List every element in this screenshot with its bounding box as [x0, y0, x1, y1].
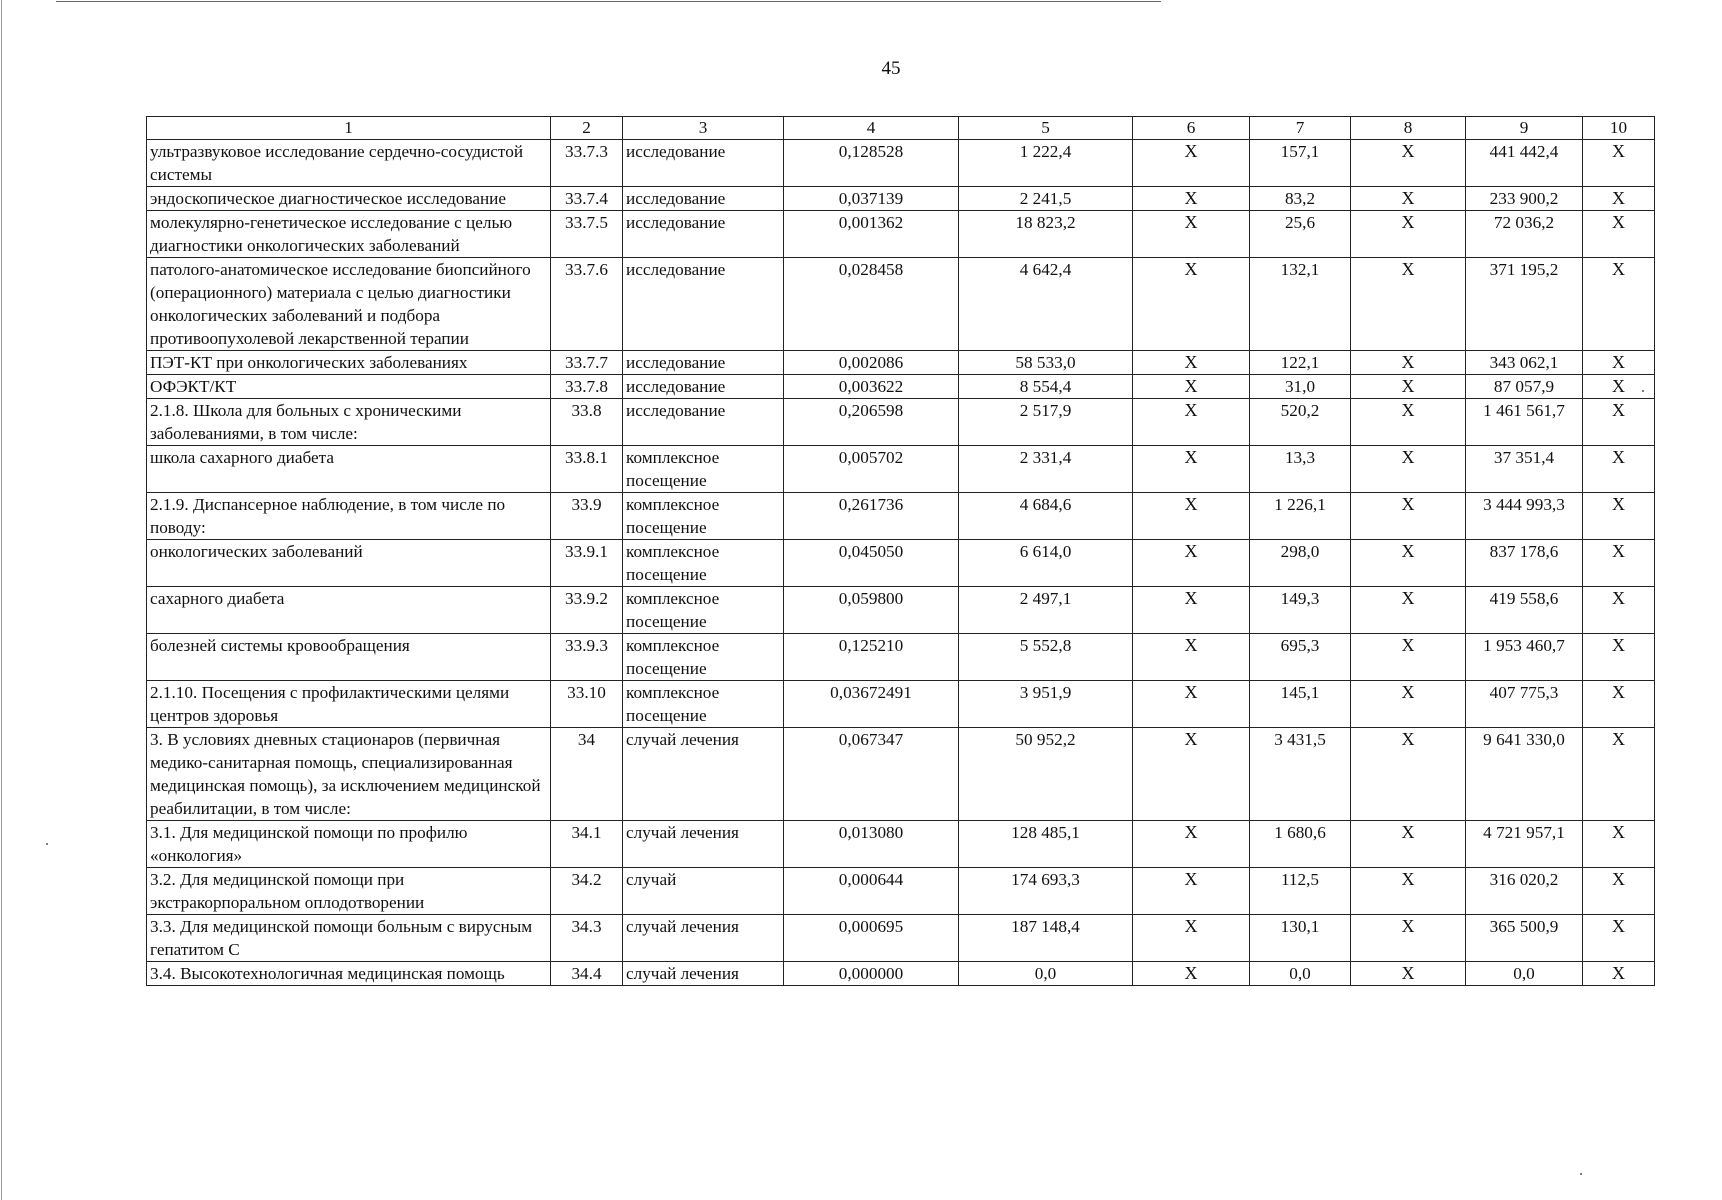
table-row: [147, 540, 1655, 587]
tariff-table: [146, 116, 1655, 986]
code-cell: 33.9: [551, 493, 623, 540]
value-cell-col7: 298,0: [1250, 540, 1351, 587]
value-cell-col7: 13,3: [1250, 446, 1351, 493]
name-cell: онкологических заболеваний: [147, 540, 551, 587]
unit-cell: исследование: [623, 399, 784, 446]
name-cell: 3.2. Для медицинской помощи при экстракорпоральном оплодотворении: [147, 868, 551, 915]
value-cell-col5: 4 684,6: [959, 493, 1133, 540]
x-cell-col10: X: [1583, 258, 1655, 351]
column-header-4: 4: [784, 117, 959, 140]
unit-cell: комплексное посещение: [623, 540, 784, 587]
value-cell-col4: 0,045050: [784, 540, 959, 587]
unit-cell: исследование: [623, 258, 784, 351]
table-row: [147, 258, 1655, 351]
code-cell: 33.7.4: [551, 187, 623, 211]
page-number: 45: [881, 58, 901, 79]
value-cell-col7: 145,1: [1250, 681, 1351, 728]
table-row: [147, 962, 1655, 986]
value-cell-col5: 5 552,8: [959, 634, 1133, 681]
unit-cell: исследование: [623, 351, 784, 375]
table-row: [147, 351, 1655, 375]
x-cell-col6: X: [1133, 140, 1250, 187]
name-cell: 2.1.8. Школа для больных с хроническими заболеваниями, в том числе:: [147, 399, 551, 446]
value-cell-col5: 58 533,0: [959, 351, 1133, 375]
value-cell-col7: 25,6: [1250, 211, 1351, 258]
unit-cell: комплексное посещение: [623, 634, 784, 681]
unit-cell: случай: [623, 868, 784, 915]
value-cell-col4: 0,059800: [784, 587, 959, 634]
column-header-1: 1: [147, 117, 551, 140]
value-cell-col5: 3 951,9: [959, 681, 1133, 728]
value-cell-col9: 371 195,2: [1466, 258, 1583, 351]
scan-left-edge: [1, 0, 2, 1200]
table-row: [147, 187, 1655, 211]
x-cell-col10: X: [1583, 140, 1655, 187]
value-cell-col7: 1 680,6: [1250, 821, 1351, 868]
value-cell-col4: 0,000000: [784, 962, 959, 986]
x-cell-col10: X: [1583, 211, 1655, 258]
value-cell-col9: 419 558,6: [1466, 587, 1583, 634]
value-cell-col5: 4 642,4: [959, 258, 1133, 351]
name-cell: 3. В условиях дневных стационаров (первичная медико-санитарная помощь, специализированная медицинская помощь), за исключением медицинской реабилитации, в том числе:: [147, 728, 551, 821]
name-cell: молекулярно-генетическое исследование с целью диагностики онкологических заболеваний: [147, 211, 551, 258]
x-cell-col8: X: [1351, 634, 1466, 681]
x-cell-col6: X: [1133, 821, 1250, 868]
value-cell-col9: 233 900,2: [1466, 187, 1583, 211]
column-header-3: 3: [623, 117, 784, 140]
name-cell: ПЭТ-КТ при онкологических заболеваниях: [147, 351, 551, 375]
table-row: [147, 211, 1655, 258]
x-cell-col10: X: [1583, 587, 1655, 634]
code-cell: 33.9.2: [551, 587, 623, 634]
x-cell-col10: X: [1583, 728, 1655, 821]
x-cell-col10: X: [1583, 868, 1655, 915]
x-cell-col8: X: [1351, 540, 1466, 587]
value-cell-col9: 1 953 460,7: [1466, 634, 1583, 681]
name-cell: 3.4. Высокотехнологичная медицинская помощь: [147, 962, 551, 986]
table-row: [147, 868, 1655, 915]
value-cell-col9: 441 442,4: [1466, 140, 1583, 187]
x-cell-col10: X: [1583, 351, 1655, 375]
x-cell-col6: X: [1133, 493, 1250, 540]
unit-cell: исследование: [623, 187, 784, 211]
value-cell-col5: 1 222,4: [959, 140, 1133, 187]
value-cell-col4: 0,002086: [784, 351, 959, 375]
value-cell-col5: 8 554,4: [959, 375, 1133, 399]
x-cell-col6: X: [1133, 587, 1250, 634]
code-cell: 34.3: [551, 915, 623, 962]
value-cell-col9: 316 020,2: [1466, 868, 1583, 915]
column-header-10: 10: [1583, 117, 1655, 140]
code-cell: 33.7.5: [551, 211, 623, 258]
x-cell-col6: X: [1133, 962, 1250, 986]
table-row: [147, 399, 1655, 446]
code-cell: 33.10: [551, 681, 623, 728]
table-row: [147, 821, 1655, 868]
name-cell: патолого-анатомическое исследование биопсийного (операционного) материала с целью диагностики онкологических заболеваний и подбора противоопухолевой лекарственной терапии: [147, 258, 551, 351]
unit-cell: случай лечения: [623, 728, 784, 821]
value-cell-col7: 132,1: [1250, 258, 1351, 351]
x-cell-col6: X: [1133, 258, 1250, 351]
table-row: [147, 587, 1655, 634]
x-cell-col6: X: [1133, 634, 1250, 681]
table-row: [147, 493, 1655, 540]
name-cell: 3.3. Для медицинской помощи больным с вирусным гепатитом С: [147, 915, 551, 962]
value-cell-col4: 0,000644: [784, 868, 959, 915]
name-cell: школа сахарного диабета: [147, 446, 551, 493]
column-header-6: 6: [1133, 117, 1250, 140]
value-cell-col4: 0,261736: [784, 493, 959, 540]
unit-cell: случай лечения: [623, 821, 784, 868]
value-cell-col9: 4 721 957,1: [1466, 821, 1583, 868]
value-cell-col7: 1 226,1: [1250, 493, 1351, 540]
x-cell-col6: X: [1133, 399, 1250, 446]
value-cell-col4: 0,001362: [784, 211, 959, 258]
x-cell-col8: X: [1351, 140, 1466, 187]
name-cell: ультразвуковое исследование сердечно-сосудистой системы: [147, 140, 551, 187]
value-cell-col4: 0,003622: [784, 375, 959, 399]
x-cell-col8: X: [1351, 868, 1466, 915]
value-cell-col9: 407 775,3: [1466, 681, 1583, 728]
table-row: [147, 375, 1655, 399]
code-cell: 33.9.1: [551, 540, 623, 587]
table-row: [147, 915, 1655, 962]
x-cell-col6: X: [1133, 728, 1250, 821]
x-cell-col10: X: [1583, 634, 1655, 681]
x-cell-col6: X: [1133, 446, 1250, 493]
value-cell-col7: 122,1: [1250, 351, 1351, 375]
value-cell-col5: 2 497,1: [959, 587, 1133, 634]
value-cell-col9: 343 062,1: [1466, 351, 1583, 375]
value-cell-col9: 87 057,9: [1466, 375, 1583, 399]
value-cell-col9: 72 036,2: [1466, 211, 1583, 258]
x-cell-col10: X: [1583, 821, 1655, 868]
table-row: [147, 446, 1655, 493]
x-cell-col10: X: [1583, 962, 1655, 986]
x-cell-col8: X: [1351, 962, 1466, 986]
table-row: [147, 140, 1655, 187]
x-cell-col6: X: [1133, 681, 1250, 728]
value-cell-col4: 0,128528: [784, 140, 959, 187]
value-cell-col9: 3 444 993,3: [1466, 493, 1583, 540]
value-cell-col9: 0,0: [1466, 962, 1583, 986]
name-cell: 2.1.9. Диспансерное наблюдение, в том числе по поводу:: [147, 493, 551, 540]
column-header-9: 9: [1466, 117, 1583, 140]
name-cell: сахарного диабета: [147, 587, 551, 634]
value-cell-col4: 0,013080: [784, 821, 959, 868]
unit-cell: случай лечения: [623, 962, 784, 986]
value-cell-col5: 2 517,9: [959, 399, 1133, 446]
value-cell-col7: 3 431,5: [1250, 728, 1351, 821]
x-cell-col8: X: [1351, 587, 1466, 634]
x-cell-col10: X: [1583, 399, 1655, 446]
value-cell-col4: 0,005702: [784, 446, 959, 493]
column-header-7: 7: [1250, 117, 1351, 140]
unit-cell: исследование: [623, 140, 784, 187]
x-cell-col8: X: [1351, 375, 1466, 399]
x-cell-col6: X: [1133, 868, 1250, 915]
column-header-2: 2: [551, 117, 623, 140]
x-cell-col8: X: [1351, 821, 1466, 868]
code-cell: 33.9.3: [551, 634, 623, 681]
value-cell-col4: 0,028458: [784, 258, 959, 351]
value-cell-col5: 187 148,4: [959, 915, 1133, 962]
value-cell-col9: 365 500,9: [1466, 915, 1583, 962]
value-cell-col5: 6 614,0: [959, 540, 1133, 587]
value-cell-col4: 0,067347: [784, 728, 959, 821]
code-cell: 33.8.1: [551, 446, 623, 493]
x-cell-col10: X: [1583, 681, 1655, 728]
x-cell-col8: X: [1351, 446, 1466, 493]
code-cell: 33.8: [551, 399, 623, 446]
value-cell-col9: 837 178,6: [1466, 540, 1583, 587]
value-cell-col5: 18 823,2: [959, 211, 1133, 258]
unit-cell: случай лечения: [623, 915, 784, 962]
value-cell-col4: 0,000695: [784, 915, 959, 962]
x-cell-col8: X: [1351, 351, 1466, 375]
value-cell-col7: 83,2: [1250, 187, 1351, 211]
column-header-8: 8: [1351, 117, 1466, 140]
x-cell-col6: X: [1133, 375, 1250, 399]
value-cell-col9: 37 351,4: [1466, 446, 1583, 493]
scan-speck: [46, 843, 48, 845]
x-cell-col6: X: [1133, 351, 1250, 375]
header-row: [147, 117, 1655, 140]
code-cell: 33.7.8: [551, 375, 623, 399]
value-cell-col5: 0,0: [959, 962, 1133, 986]
value-cell-col7: 157,1: [1250, 140, 1351, 187]
x-cell-col8: X: [1351, 258, 1466, 351]
value-cell-col5: 2 241,5: [959, 187, 1133, 211]
code-cell: 34.2: [551, 868, 623, 915]
name-cell: болезней системы кровообращения: [147, 634, 551, 681]
value-cell-col5: 128 485,1: [959, 821, 1133, 868]
scan-speck: [1580, 1173, 1582, 1175]
x-cell-col10: X: [1583, 915, 1655, 962]
value-cell-col7: 695,3: [1250, 634, 1351, 681]
value-cell-col5: 2 331,4: [959, 446, 1133, 493]
x-cell-col6: X: [1133, 915, 1250, 962]
column-header-5: 5: [959, 117, 1133, 140]
table-row: [147, 634, 1655, 681]
name-cell: 3.1. Для медицинской помощи по профилю «онкология»: [147, 821, 551, 868]
x-cell-col6: X: [1133, 540, 1250, 587]
scan-top-line: [56, 1, 1161, 2]
value-cell-col7: 0,0: [1250, 962, 1351, 986]
x-cell-col10: X: [1583, 540, 1655, 587]
x-cell-col8: X: [1351, 915, 1466, 962]
value-cell-col7: 31,0: [1250, 375, 1351, 399]
value-cell-col4: 0,037139: [784, 187, 959, 211]
x-cell-col10: X: [1583, 375, 1655, 399]
table-row: [147, 681, 1655, 728]
x-cell-col10: X: [1583, 187, 1655, 211]
code-cell: 33.7.6: [551, 258, 623, 351]
value-cell-col7: 130,1: [1250, 915, 1351, 962]
value-cell-col4: 0,03672491: [784, 681, 959, 728]
unit-cell: исследование: [623, 211, 784, 258]
x-cell-col8: X: [1351, 399, 1466, 446]
value-cell-col9: 9 641 330,0: [1466, 728, 1583, 821]
value-cell-col7: 112,5: [1250, 868, 1351, 915]
value-cell-col5: 50 952,2: [959, 728, 1133, 821]
x-cell-col8: X: [1351, 493, 1466, 540]
name-cell: 2.1.10. Посещения с профилактическими целями центров здоровья: [147, 681, 551, 728]
name-cell: ОФЭКТ/КТ: [147, 375, 551, 399]
x-cell-col8: X: [1351, 211, 1466, 258]
unit-cell: комплексное посещение: [623, 493, 784, 540]
code-cell: 34: [551, 728, 623, 821]
value-cell-col7: 149,3: [1250, 587, 1351, 634]
table-body: [147, 140, 1655, 986]
table-header: [147, 117, 1655, 140]
value-cell-col7: 520,2: [1250, 399, 1351, 446]
unit-cell: комплексное посещение: [623, 681, 784, 728]
name-cell: эндоскопическое диагностическое исследование: [147, 187, 551, 211]
unit-cell: комплексное посещение: [623, 587, 784, 634]
value-cell-col4: 0,125210: [784, 634, 959, 681]
table-row: [147, 728, 1655, 821]
value-cell-col4: 0,206598: [784, 399, 959, 446]
x-cell-col10: X: [1583, 493, 1655, 540]
code-cell: 34.4: [551, 962, 623, 986]
scan-speck: [1642, 390, 1644, 392]
x-cell-col6: X: [1133, 211, 1250, 258]
value-cell-col9: 1 461 561,7: [1466, 399, 1583, 446]
unit-cell: исследование: [623, 375, 784, 399]
x-cell-col8: X: [1351, 681, 1466, 728]
x-cell-col8: X: [1351, 187, 1466, 211]
unit-cell: комплексное посещение: [623, 446, 784, 493]
x-cell-col6: X: [1133, 187, 1250, 211]
x-cell-col10: X: [1583, 446, 1655, 493]
code-cell: 34.1: [551, 821, 623, 868]
code-cell: 33.7.7: [551, 351, 623, 375]
code-cell: 33.7.3: [551, 140, 623, 187]
x-cell-col8: X: [1351, 728, 1466, 821]
value-cell-col5: 174 693,3: [959, 868, 1133, 915]
